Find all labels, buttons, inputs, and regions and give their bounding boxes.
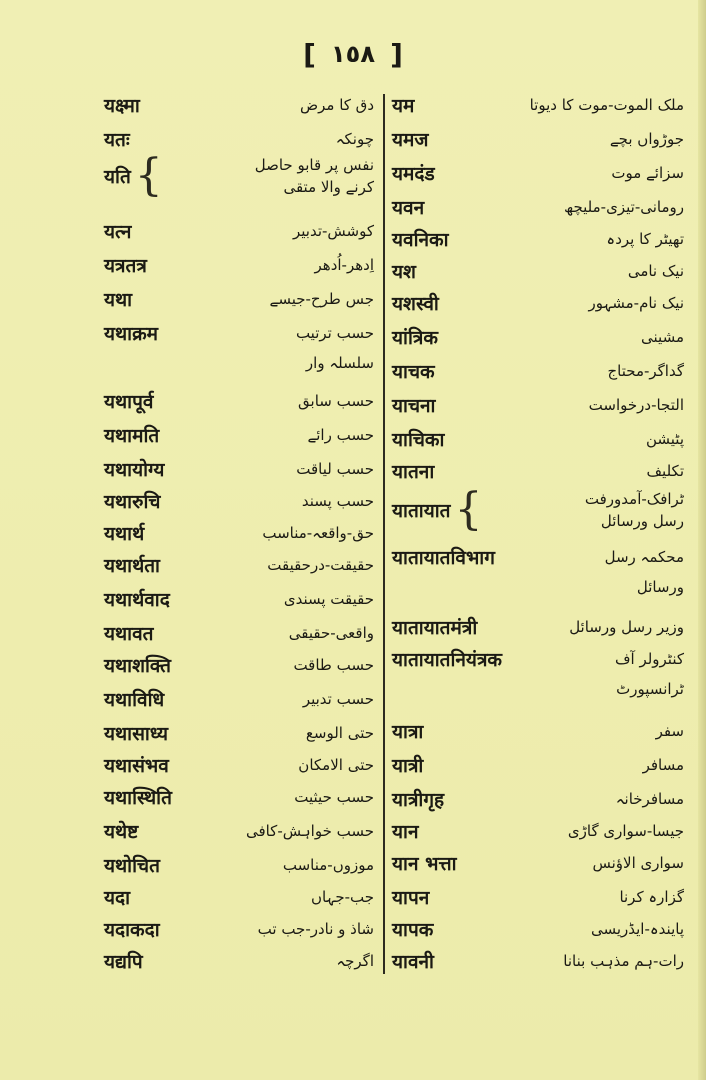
page-number: ١٥٨ bbox=[331, 40, 375, 68]
entry-urdu: سلسلہ وار bbox=[305, 354, 374, 372]
column-divider bbox=[383, 94, 385, 974]
entry-urdu: حسب رائے bbox=[307, 426, 374, 444]
entry-urdu: وزیر رسل ورسائل bbox=[569, 618, 684, 636]
entry-row bbox=[104, 520, 374, 546]
entry-row bbox=[104, 852, 374, 878]
entry-hindi: यान bbox=[392, 821, 419, 843]
entry-row bbox=[392, 160, 684, 186]
entry-row-continuation bbox=[104, 354, 374, 372]
entry-urdu: سواری الاؤنس bbox=[592, 854, 684, 872]
entry-urdu-line: کرنے والا متقی bbox=[283, 178, 374, 196]
entry-hindi: यक्ष्मा bbox=[104, 95, 140, 117]
entry-urdu-multiline bbox=[255, 154, 374, 198]
entry-urdu: جس طرح-جیسے bbox=[269, 290, 374, 308]
entry-urdu: مسافر bbox=[642, 756, 684, 774]
entry-hindi: यापन bbox=[392, 887, 430, 909]
entry-urdu: تھیٹر کا پردہ bbox=[606, 230, 684, 248]
entry-row bbox=[104, 552, 374, 578]
entry-urdu: جوڑواں بچے bbox=[609, 130, 684, 148]
entry-hindi: यथार्थवाद bbox=[104, 589, 170, 611]
entry-row bbox=[392, 458, 684, 484]
entry-row bbox=[392, 818, 684, 844]
entry-urdu: نیک نامی bbox=[627, 262, 684, 280]
page-header bbox=[0, 40, 706, 80]
entry-urdu: کوشش-تدبیر bbox=[292, 222, 374, 240]
entry-hindi: यथार्थता bbox=[104, 555, 160, 577]
entry-urdu: مسافرخانہ bbox=[615, 790, 684, 808]
entry-urdu-line: نفس پر قابو حاصل bbox=[254, 156, 374, 174]
entry-urdu: رات-ہم مذہب بنانا bbox=[563, 952, 684, 970]
entry-urdu: حسب حیثیت bbox=[294, 788, 374, 806]
entry-row bbox=[104, 92, 374, 118]
entry-hindi: यथाविधि bbox=[104, 689, 165, 711]
entry-hindi: यांत्रिक bbox=[392, 327, 438, 349]
entry-urdu: حقیقت-درحقیقت bbox=[267, 556, 374, 574]
entry-hindi: यथाशक्ति bbox=[104, 655, 171, 677]
entry-urdu: حق-واقعہ-مناسب bbox=[262, 524, 374, 542]
entry-urdu: جب-جہاں bbox=[310, 888, 374, 906]
entry-row bbox=[104, 388, 374, 414]
entry-row bbox=[392, 226, 684, 252]
entry-urdu: حقیقت پسندی bbox=[283, 590, 374, 608]
entry-urdu: ورسائل bbox=[636, 578, 684, 596]
entry-urdu: جیسا-سواری گاڑی bbox=[567, 822, 684, 840]
entry-row bbox=[104, 686, 374, 712]
entry-hindi: यातना bbox=[392, 461, 435, 483]
entry-row bbox=[392, 916, 684, 942]
entry-hindi: यतः bbox=[104, 129, 130, 151]
entry-urdu: ٹرانسپورٹ bbox=[616, 680, 684, 698]
entry-hindi: यत्रतत्र bbox=[104, 255, 147, 277]
page-edge bbox=[698, 0, 706, 1080]
entry-urdu: حسب سابق bbox=[298, 392, 374, 410]
entry-urdu: سزائے موت bbox=[611, 164, 684, 182]
entry-row bbox=[104, 884, 374, 910]
entry-urdu: رومانی-تیزی-ملیچھ bbox=[564, 198, 684, 216]
entry-row bbox=[104, 720, 374, 746]
entry-hindi: यदाकदा bbox=[104, 919, 160, 941]
entry-urdu: حسب لیاقت bbox=[296, 460, 374, 478]
entry-hindi: यात्रीगृह bbox=[392, 789, 445, 811]
entry-hindi: यथार्थ bbox=[104, 523, 145, 545]
entry-row bbox=[392, 126, 684, 152]
entry-hindi: यश bbox=[392, 261, 416, 283]
brace-icon: { bbox=[134, 150, 163, 201]
entry-row bbox=[104, 422, 374, 448]
entry-urdu: حسب طاقت bbox=[293, 656, 374, 674]
entry-urdu: حتی الامکان bbox=[298, 756, 374, 774]
entry-hindi: यातायातनियंत्रक bbox=[392, 649, 503, 671]
entry-hindi: यथापूर्व bbox=[104, 391, 154, 413]
entry-hindi: यशस्वी bbox=[392, 293, 439, 315]
entry-row bbox=[104, 652, 374, 678]
entry-row bbox=[104, 818, 374, 844]
entry-hindi: यथावत bbox=[104, 623, 154, 645]
entry-row bbox=[104, 150, 374, 201]
entry-urdu: سفر bbox=[655, 722, 684, 740]
entry-urdu: دق کا مرض bbox=[299, 96, 374, 114]
entry-urdu-multiline bbox=[585, 488, 684, 532]
entry-urdu: تکلیف bbox=[646, 462, 684, 480]
entry-urdu: مشینی bbox=[641, 328, 684, 346]
entry-row bbox=[392, 786, 684, 812]
entry-row bbox=[392, 544, 684, 570]
entry-urdu: واقعی-حقیقی bbox=[288, 624, 374, 642]
entry-hindi: यथायोग्य bbox=[104, 459, 165, 481]
entry-urdu: حتی الوسع bbox=[305, 724, 374, 742]
entry-row bbox=[104, 126, 374, 152]
entry-hindi: यात्री bbox=[392, 755, 424, 777]
entry-hindi: यथेष्ट bbox=[104, 821, 139, 843]
entry-urdu: محکمہ رسل bbox=[604, 548, 684, 566]
entry-row bbox=[104, 916, 374, 942]
entry-urdu: اِدھر-اُدھر bbox=[314, 256, 374, 274]
entry-hindi: यथासंभव bbox=[104, 755, 169, 777]
entry-hindi: यथामति bbox=[104, 425, 160, 447]
entry-hindi: यति bbox=[104, 166, 131, 188]
entry-hindi: याचिका bbox=[392, 429, 445, 451]
entry-row bbox=[392, 718, 684, 744]
entry-row bbox=[104, 948, 374, 974]
entry-urdu: حسب خواہش-کافی bbox=[245, 822, 374, 840]
entry-hindi: यथासाध्य bbox=[104, 723, 169, 745]
entry-urdu-line: رسل ورسائل bbox=[600, 512, 684, 530]
entry-hindi: यवनिका bbox=[392, 229, 449, 251]
entry-row bbox=[392, 290, 684, 316]
entry-urdu: کنٹرولر آف bbox=[614, 650, 684, 668]
entry-hindi: यद्यपि bbox=[104, 951, 143, 973]
entry-row-continuation bbox=[392, 578, 684, 596]
entry-hindi: यत्न bbox=[104, 221, 132, 243]
entry-urdu: موزوں-مناسب bbox=[282, 856, 374, 874]
entry-urdu: اگرچہ bbox=[336, 952, 374, 970]
entry-hindi: यापक bbox=[392, 919, 434, 941]
entry-urdu: ملک الموت-موت کا دیوتا bbox=[529, 96, 684, 114]
left-bracket: [ bbox=[303, 38, 316, 71]
entry-urdu: گداگر-محتاج bbox=[607, 362, 684, 380]
entry-row bbox=[392, 646, 684, 672]
entry-row bbox=[104, 286, 374, 312]
entry-row bbox=[392, 948, 684, 974]
entry-hindi: यातायातमंत्री bbox=[392, 617, 478, 639]
entry-row bbox=[104, 752, 374, 778]
entry-row bbox=[392, 258, 684, 284]
entry-row bbox=[104, 586, 374, 612]
entry-urdu: پایندہ-ایڈریسی bbox=[590, 920, 684, 938]
entry-row bbox=[392, 884, 684, 910]
entry-urdu: نیک نام-مشہور bbox=[588, 294, 684, 312]
entry-hindi: यमज bbox=[392, 129, 429, 151]
entry-row-continuation bbox=[392, 680, 684, 698]
entry-urdu-line: ٹرافک-آمدورفت bbox=[584, 490, 684, 508]
entry-row bbox=[392, 92, 684, 118]
entry-hindi: यात्रा bbox=[392, 721, 424, 743]
entry-row bbox=[104, 456, 374, 482]
entry-urdu: چونکہ bbox=[335, 130, 374, 148]
entry-row bbox=[392, 426, 684, 452]
entry-row bbox=[104, 488, 374, 514]
entry-row bbox=[392, 324, 684, 350]
entry-row bbox=[392, 358, 684, 384]
entry-urdu: پٹیشن bbox=[645, 430, 684, 448]
entry-hindi: यथा bbox=[104, 289, 133, 311]
entry-row bbox=[392, 194, 684, 220]
entry-hindi: याचना bbox=[392, 395, 436, 417]
entry-row bbox=[104, 620, 374, 646]
entry-row bbox=[104, 320, 374, 346]
entry-hindi: यातायात bbox=[392, 500, 451, 522]
entry-urdu: حسب ترتیب bbox=[295, 324, 374, 342]
entry-row bbox=[392, 850, 684, 876]
entry-urdu: گزارہ کرنا bbox=[619, 888, 684, 906]
entry-urdu: شاذ و نادر-جب تب bbox=[257, 920, 374, 938]
entry-row bbox=[104, 784, 374, 810]
entry-hindi: यथोचित bbox=[104, 855, 160, 877]
entry-row bbox=[392, 392, 684, 418]
entry-hindi: याचक bbox=[392, 361, 435, 383]
brace-icon: { bbox=[454, 484, 483, 535]
entry-row bbox=[104, 252, 374, 278]
entry-hindi: यवन bbox=[392, 197, 425, 219]
entry-hindi: यावनी bbox=[392, 951, 434, 973]
entry-row bbox=[104, 218, 374, 244]
right-bracket: ] bbox=[390, 38, 403, 71]
entry-row bbox=[392, 484, 684, 535]
entry-row bbox=[392, 614, 684, 640]
entry-hindi: यान भत्ता bbox=[392, 853, 457, 875]
entry-urdu: حسب پسند bbox=[301, 492, 374, 510]
entry-hindi: यथारुचि bbox=[104, 491, 161, 513]
entry-hindi: यमदंड bbox=[392, 163, 435, 185]
entry-urdu: حسب تدبیر bbox=[302, 690, 374, 708]
entry-urdu: التجا-درخواست bbox=[588, 396, 684, 414]
entry-row bbox=[392, 752, 684, 778]
entry-hindi: यातायातविभाग bbox=[392, 547, 495, 569]
entry-hindi: यथास्थिति bbox=[104, 787, 172, 809]
entry-hindi: यम bbox=[392, 95, 415, 117]
entry-hindi: यथाक्रम bbox=[104, 323, 159, 345]
entry-hindi: यदा bbox=[104, 887, 131, 909]
